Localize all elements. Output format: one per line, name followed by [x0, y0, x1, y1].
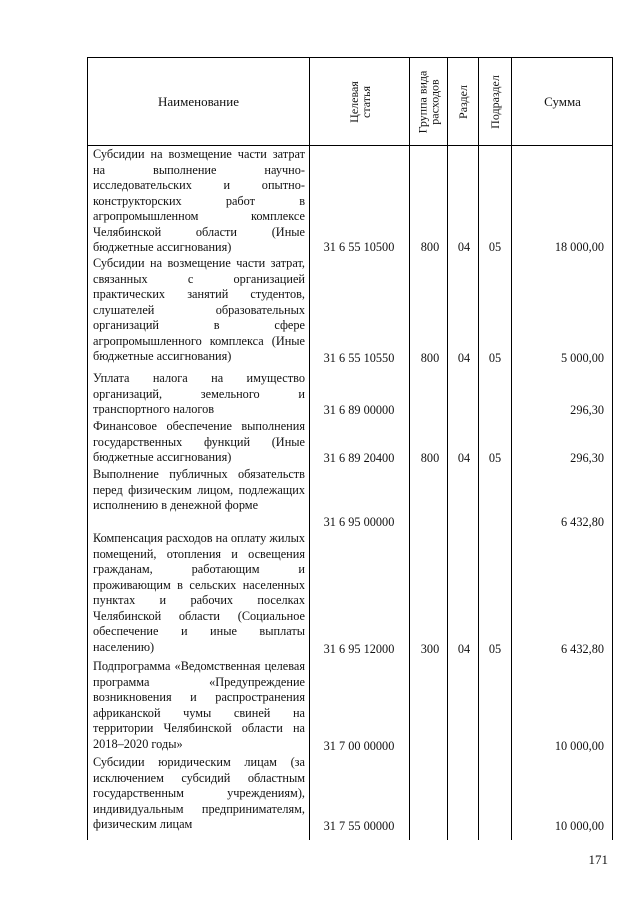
- header-group: [410, 58, 447, 145]
- header-group-text: Группа вида расходов: [415, 70, 442, 133]
- row-group: 800: [420, 451, 440, 465]
- row-name: Выполнение публичных обязательств перед физическим лицом, подлежащих исполнению в денежной форме: [93, 467, 305, 513]
- row-subsection: 05: [488, 351, 502, 365]
- row-sum: 296,30: [570, 403, 604, 417]
- row-sum: 6 432,80: [560, 642, 604, 656]
- row-subsection: 05: [488, 240, 502, 254]
- header-subsection: [479, 58, 511, 145]
- row-group: 800: [420, 351, 440, 365]
- row-name: Субсидии юридическим лицам (за исключением субсидий областным государственным учреждениям), индивидуальным предпринимателям, физическим лицам: [93, 755, 305, 832]
- row-code: 31 6 89 20400: [323, 451, 395, 465]
- header-name: Наименование: [158, 93, 239, 109]
- header-section-text: Раздел: [456, 84, 471, 119]
- row-code: 31 6 95 00000: [323, 515, 395, 529]
- row-code: 31 6 55 10550: [323, 351, 395, 365]
- row-sum: 296,30: [570, 451, 604, 465]
- page-number: 171: [588, 852, 608, 867]
- header-code-text: Целевая статья: [346, 80, 373, 123]
- column-divider: [447, 58, 448, 840]
- row-sum: 6 432,80: [560, 515, 604, 529]
- header-divider: [88, 145, 612, 146]
- budget-table: [87, 57, 613, 840]
- header-code: [310, 58, 409, 145]
- row-sum: 10 000,00: [554, 819, 604, 833]
- row-group: 800: [420, 240, 440, 254]
- row-code: 31 7 55 00000: [323, 819, 395, 833]
- row-subsection: 05: [488, 451, 502, 465]
- row-name: Субсидии на возмещение части затрат на выполнение научно-исследовательских и опытно-конструкторских работ в агропромышленном комплексе Челябинской области (Иные бюджетные ассигнования): [93, 147, 305, 255]
- header-section: [448, 58, 478, 145]
- row-section: 04: [457, 642, 471, 656]
- row-sum: 10 000,00: [554, 739, 604, 753]
- row-code: 31 6 55 10500: [323, 240, 395, 254]
- column-divider: [511, 58, 512, 840]
- row-code: 31 7 00 00000: [323, 739, 395, 753]
- row-section: 04: [457, 451, 471, 465]
- row-section: 04: [457, 240, 471, 254]
- row-code: 31 6 95 12000: [323, 642, 395, 656]
- row-name: Субсидии на возмещение части затрат, связанных с организацией практических занятий студентов, слушателей образовательных организаций в сфере агропромышленного комплекса (Иные бюджетные ассигнования): [93, 256, 305, 364]
- row-group: 300: [420, 642, 440, 656]
- row-name: Компенсация расходов на оплату жилых помещений, отопления и освещения гражданам, работающим и проживающим в сельских населенных пунктах и рабочих поселках Челябинской области (Социальное обеспечение и иные выплаты населению): [93, 531, 305, 654]
- row-sum: 5 000,00: [560, 351, 604, 365]
- row-sum: 18 000,00: [554, 240, 604, 254]
- column-divider: [309, 58, 310, 840]
- row-name: Подпрограмма «Ведомственная целевая программа «Предупреждение возникновения и распространения африканской чумы свиней на территории Челябинской области на 2018–2020 годы»: [93, 659, 305, 751]
- row-code: 31 6 89 00000: [323, 403, 395, 417]
- column-divider: [409, 58, 410, 840]
- row-name: Финансовое обеспечение выполнения государственных функций (Иные бюджетные ассигнования): [93, 419, 305, 465]
- row-section: 04: [457, 351, 471, 365]
- column-divider: [478, 58, 479, 840]
- row-name: Уплата налога на имущество организаций, земельного и транспортного налогов: [93, 371, 305, 417]
- header-sum: Сумма: [544, 93, 581, 109]
- header-subsection-text: Подраздел: [488, 74, 503, 129]
- row-subsection: 05: [488, 642, 502, 656]
